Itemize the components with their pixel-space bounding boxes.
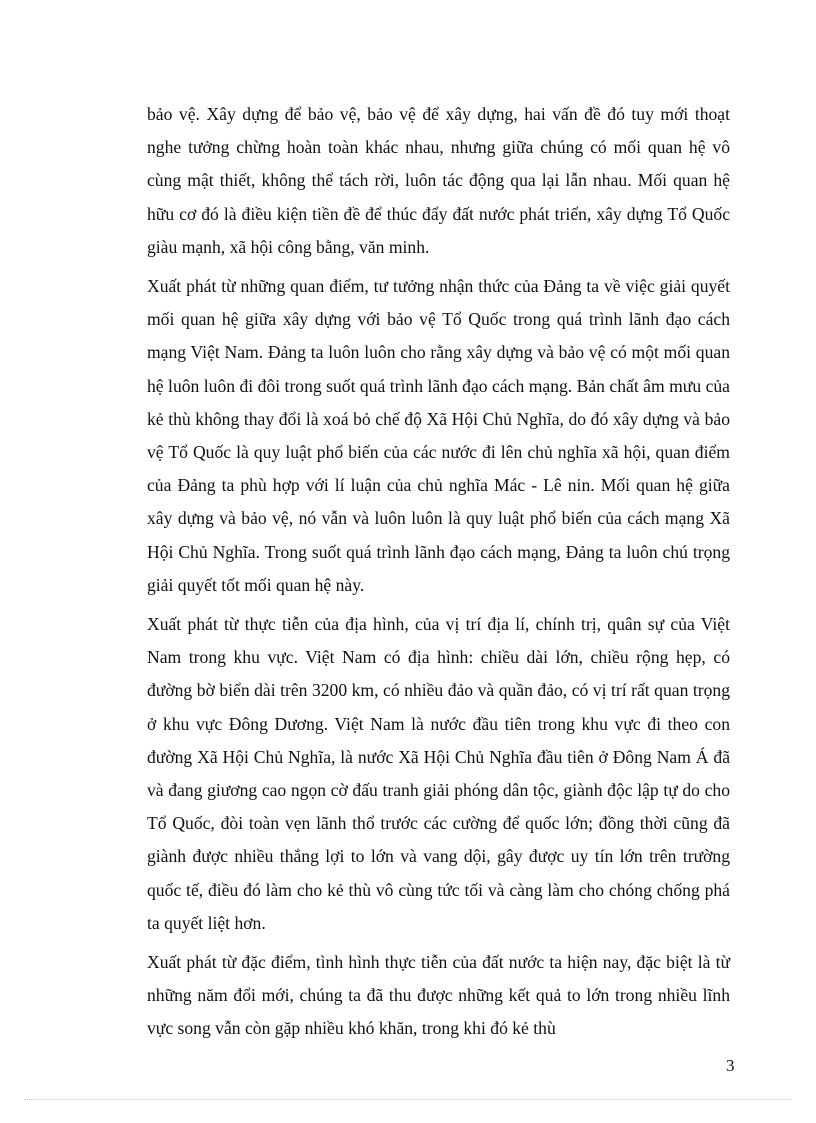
body-text [147, 98, 730, 1052]
paragraph-4: Xuất phát từ đặc điểm, tình hình thực tiễn của đất nước ta hiện nay, đặc biệt là từ những năm đổi mới, chúng ta đã thu được những kết quả to lớn trong nhiều lĩnh vực song vẫn còn gặp nhiều khó khăn, trong khi đó kẻ thù [147, 952, 730, 1039]
footer-divider [24, 1099, 792, 1100]
page-number: 3 [726, 1056, 735, 1075]
paragraph-2: Xuất phát từ những quan điểm, tư tưởng nhận thức của Đảng ta về việc giải quyết mối quan hệ giữa xây dựng với bảo vệ Tổ Quốc trong quá trình lãnh đạo cách mạng Việt Nam. Đảng ta luôn luôn cho rằng xây dựng và bảo vệ có một mối quan hệ luôn luôn đi đôi trong suốt quá trình lãnh đạo cách mạng. Bản chất âm mưu của kẻ thù không thay đổi là xoá bỏ chế độ Xã Hội Chủ Nghĩa, do đó xây dựng và bảo vệ Tổ Quốc là quy luật phổ biến của các nước đi lên chủ nghĩa xã hội, quan điểm của Đảng ta phù hợp với lí luận của chủ nghĩa Mác - Lê nin. Mối quan hệ giữa xây dựng và bảo vệ, nó vẫn và luôn luôn là quy luật phổ biến của cách mạng Xã Hội Chủ Nghĩa. Trong suốt quá trình lãnh đạo cách mạng, Đảng ta luôn chú trọng giải quyết tốt mối quan hệ này. [147, 276, 730, 595]
paragraph-3: Xuất phát từ thực tiễn của địa hình, của vị trí địa lí, chính trị, quân sự của Việt Nam trong khu vực. Việt Nam có địa hình: chiều dài lớn, chiều rộng hẹp, có đường bờ biển dài trên 3200 km, có nhiều đảo và quần đảo, có vị trí rất quan trọng ở khu vực Đông Dương. Việt Nam là nước đầu tiên trong khu vực đi theo con đường Xã Hội Chủ Nghĩa, là nước Xã Hội Chủ Nghĩa đầu tiên ở Đông Nam Á đã và đang giương cao ngọn cờ đấu tranh giải phóng dân tộc, giành độc lập tự do cho Tổ Quốc, đòi toàn vẹn lãnh thổ trước các cường để quốc lớn; đồng thời cũng đã giành được nhiều thắng lợi to lớn và vang dội, gây được uy tín lớn trên trường quốc tế, điều đó làm cho kẻ thù vô cùng tức tối và càng làm cho chóng chống phá ta quyết liệt hơn. [147, 614, 730, 933]
paragraph-1: bảo vệ. Xây dựng để bảo vệ, bảo vệ để xây dựng, hai vấn đề đó tuy mới thoạt nghe tưởng chừng hoàn toàn khác nhau, nhưng giữa chúng có mối quan hệ vô cùng mật thiết, không thể tách rời, luôn tác động qua lại lẫn nhau. Mối quan hệ hữu cơ đó là điều kiện tiền đề để thúc đẩy đất nước phát triển, xây dựng Tổ Quốc giàu mạnh, xã hội công bằng, văn minh. [147, 104, 730, 257]
